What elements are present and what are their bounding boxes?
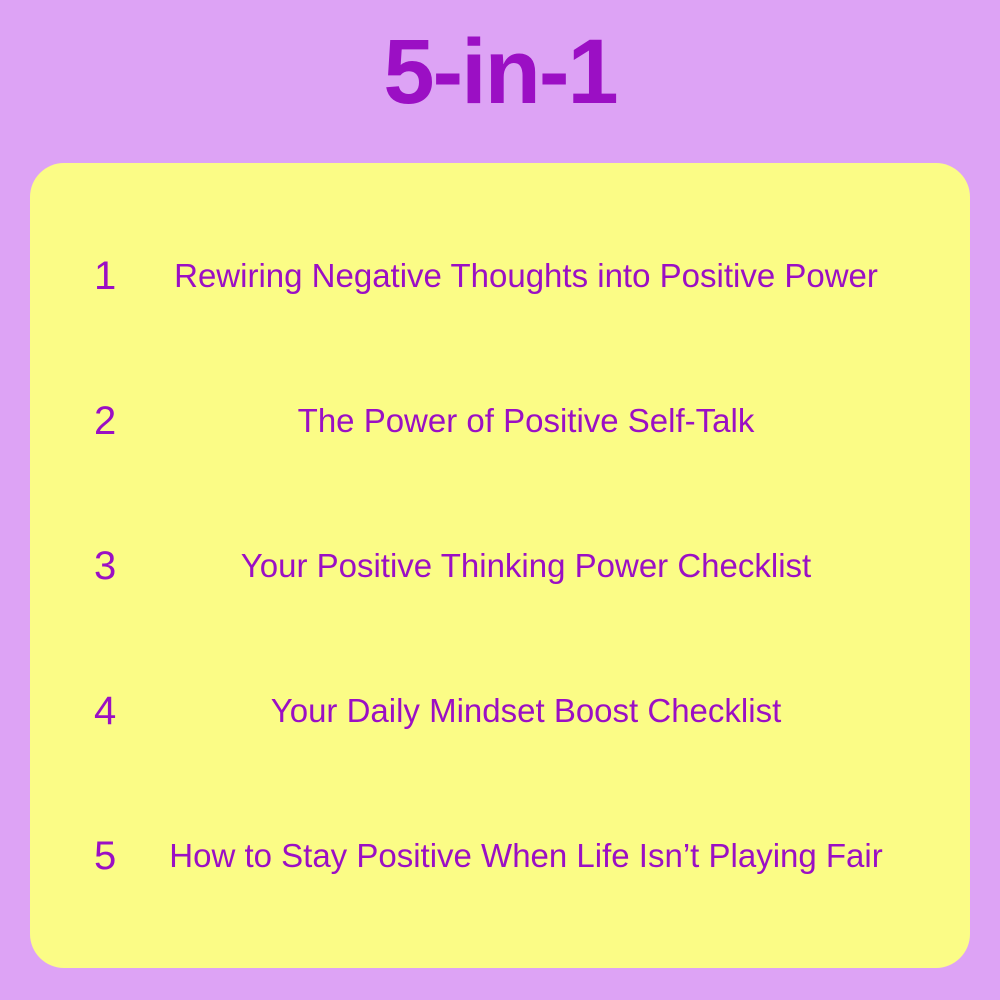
list-item — [74, 638, 926, 783]
list-item-number: 2 — [94, 398, 117, 443]
list-item-title: Rewiring Negative Thoughts into Positive Power — [174, 256, 878, 294]
list-item-title: How to Stay Positive When Life Isn’t Playing Fair — [169, 836, 883, 874]
list-item-number: 4 — [94, 688, 117, 733]
list-item-title: The Power of Positive Self-Talk — [297, 401, 755, 439]
list-item-title: Your Daily Mindset Boost Checklist — [270, 691, 782, 729]
list-item-number: 5 — [94, 833, 117, 878]
list-item-number: 1 — [94, 253, 117, 298]
page-title: 5-in-1 — [383, 21, 617, 123]
list-item-number: 3 — [94, 543, 117, 588]
list-item — [74, 493, 926, 638]
list-item — [74, 348, 926, 493]
list-item — [74, 783, 926, 928]
contents-card — [30, 163, 970, 968]
list-item — [74, 203, 926, 348]
list-item-title: Your Positive Thinking Power Checklist — [240, 546, 812, 584]
